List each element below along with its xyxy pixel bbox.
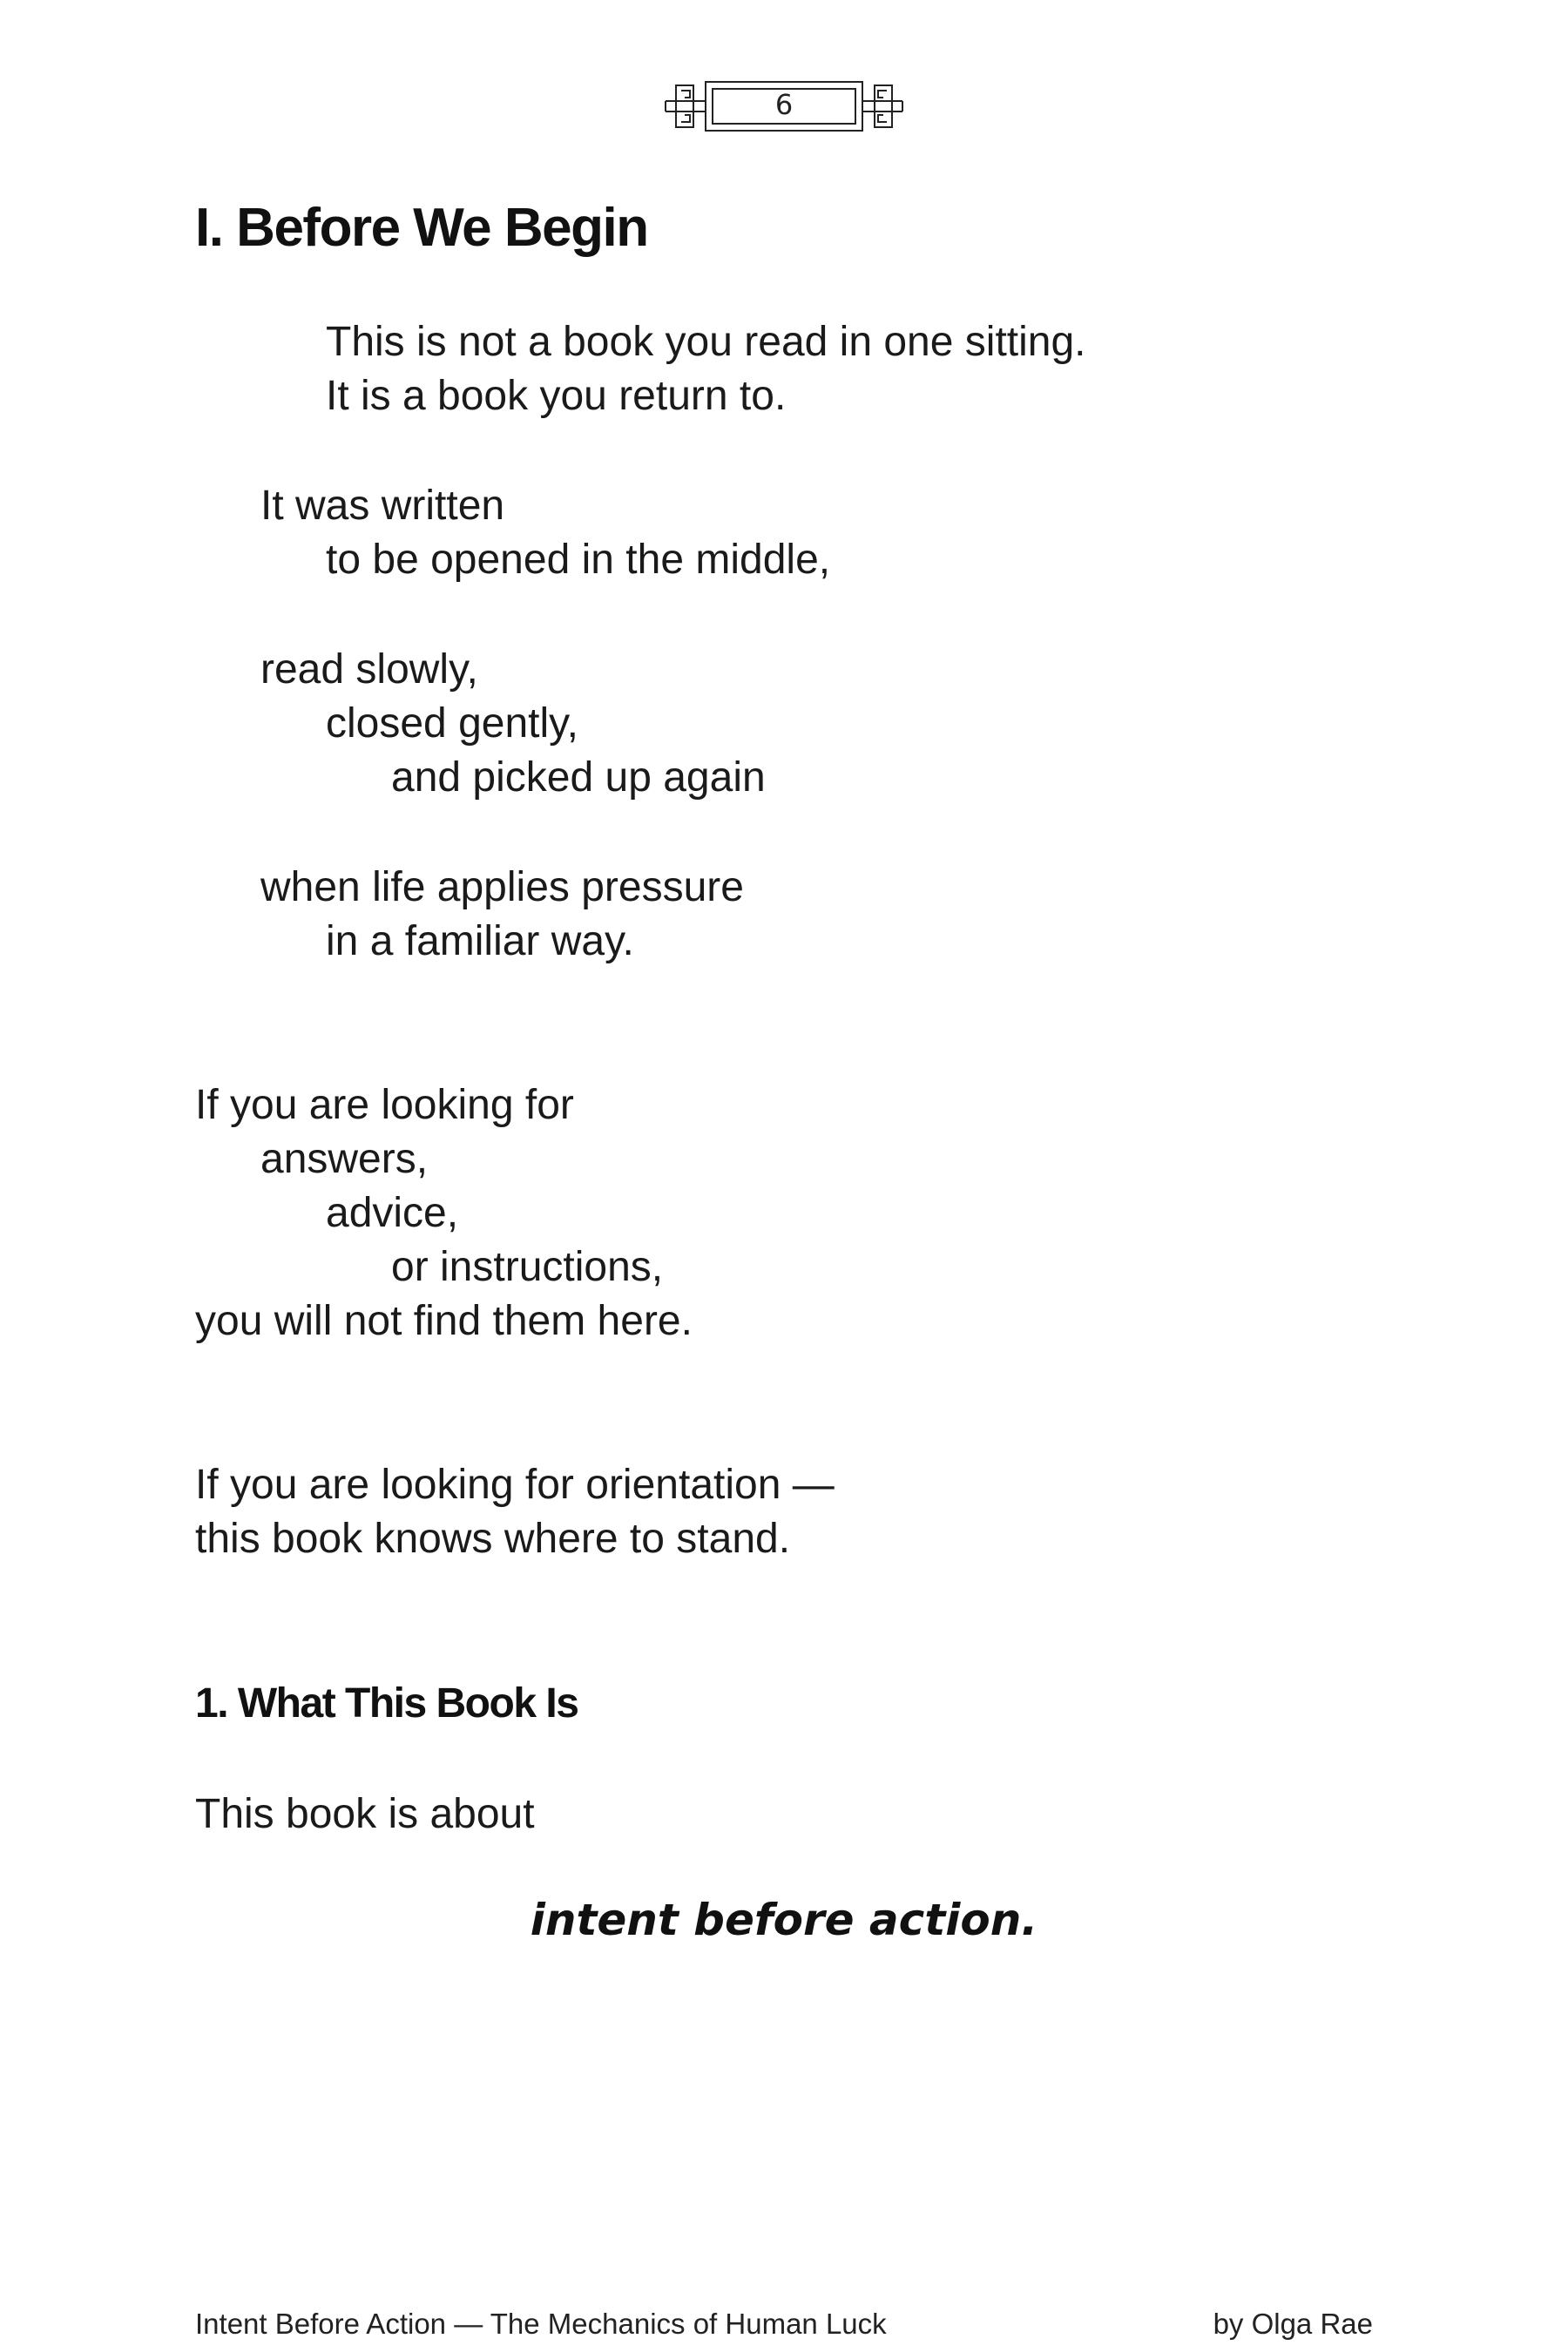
poem-line: this book knows where to stand.: [195, 1516, 791, 1562]
page-number: 6: [774, 88, 794, 121]
poem-line: to be opened in the middle,: [326, 537, 831, 583]
poem-line: in a familiar way.: [326, 918, 634, 964]
poem-line: read slowly,: [260, 646, 478, 693]
poem-line: advice,: [326, 1190, 459, 1236]
footer-book-title: Intent Before Action — The Mechanics of Human Luck: [195, 2308, 887, 2340]
page-number-header: [0, 75, 1568, 138]
section-title: I. Before We Begin: [195, 198, 648, 258]
poem-line: you will not find them here.: [195, 1298, 693, 1344]
poem-line: This is not a book you read in one sitting.: [326, 319, 1086, 365]
subsection-intro: This book is about: [195, 1791, 535, 1837]
poem-line: when life applies pressure: [260, 864, 744, 910]
subsection-title: 1. What This Book Is: [195, 1680, 578, 1727]
poem-line: It was written: [260, 483, 505, 529]
poem-line: If you are looking for: [195, 1082, 574, 1128]
poem-line: It is a book you return to.: [326, 373, 787, 419]
footer-author: by Olga Rae: [1213, 2308, 1373, 2340]
poem-line: and picked up again: [391, 754, 766, 801]
poem-line: answers,: [260, 1136, 429, 1182]
poem-line: closed gently,: [326, 700, 578, 747]
poem-line: or instructions,: [391, 1244, 664, 1290]
emphasis-statement: intent before action.: [530, 1895, 1038, 1945]
poem-line: If you are looking for orientation —: [195, 1462, 835, 1508]
